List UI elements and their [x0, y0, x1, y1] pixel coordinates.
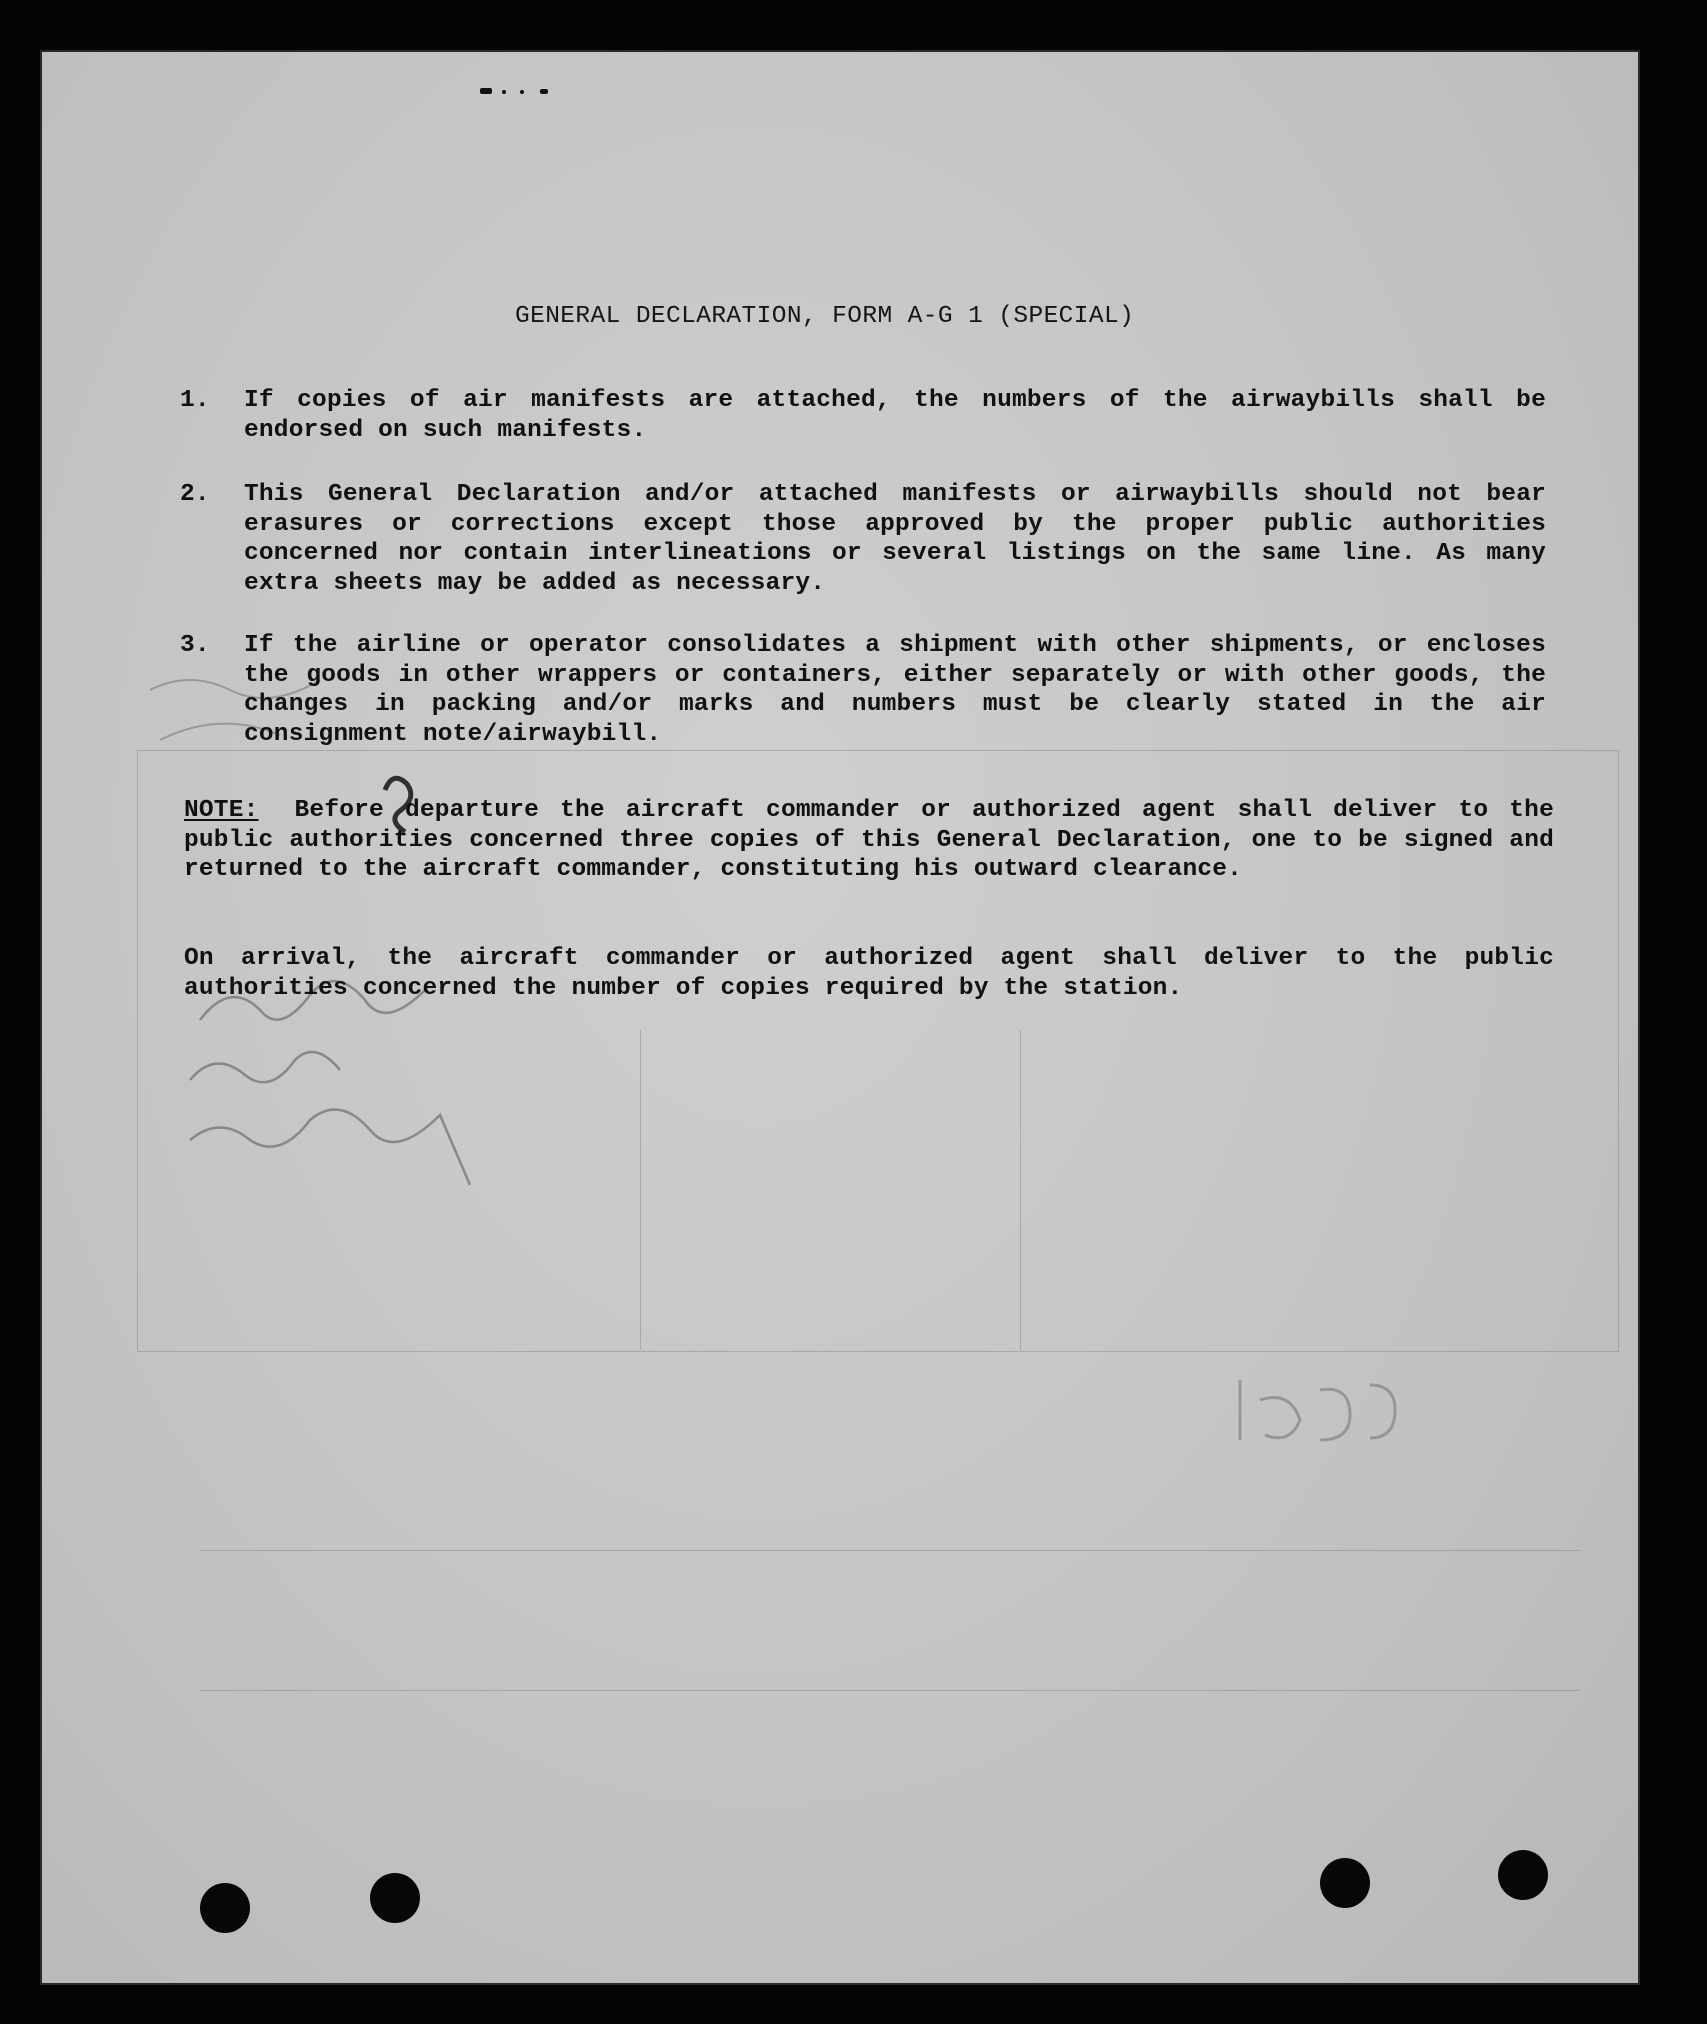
note-label: NOTE: [184, 797, 259, 824]
punch-hole [370, 1873, 420, 1923]
item-text: If the airline or operator consolidates a shipment with other shipments, or encloses the goods in other wrappers or containers, either separately or with other goods, the changes in packing and/or marks and numbers must be clearly stated in the air consignment note/airwaybill. [244, 632, 1546, 748]
show-through-divider [640, 1030, 642, 1350]
show-through-divider [1020, 1030, 1022, 1350]
show-through-rule [200, 1550, 1580, 1552]
item-text: This General Declaration and/or attached manifests or airwaybills should not bear erasures or corrections except those approved by the proper public authorities concerned nor contain interlineations or several listings on the same line. As many extra sheets may be added as necessary. [244, 481, 1546, 597]
scan-artifact [540, 89, 548, 94]
document-sheet [40, 50, 1640, 1985]
item-number: 2. [180, 481, 210, 508]
punch-hole [200, 1883, 250, 1933]
note-paragraph [184, 796, 1554, 885]
form-title: GENERAL DECLARATION, FORM A-G 1 (SPECIAL) [515, 303, 1135, 330]
show-through-rule [200, 1690, 1580, 1692]
scan-artifact [502, 90, 506, 94]
punch-hole [1320, 1858, 1370, 1908]
arrival-paragraph: On arrival, the aircraft commander or authorized agent shall deliver to the public authorities concerned the number of copies required by the station. [184, 945, 1554, 1002]
note-text: Before departure the aircraft commander or authorized agent shall deliver to the public authorities concerned three copies of this General Declaration, one to be signed and returned to the aircraft commander, constituting his outward clearance. [184, 797, 1554, 883]
item-text: If copies of air manifests are attached, the numbers of the airwaybills shall be endorsed on such manifests. [244, 387, 1546, 444]
scan-artifact [520, 90, 524, 94]
punch-hole [1498, 1850, 1548, 1900]
item-number: 1. [180, 387, 210, 414]
item-number: 3. [180, 632, 210, 659]
scan-artifact [480, 88, 492, 94]
